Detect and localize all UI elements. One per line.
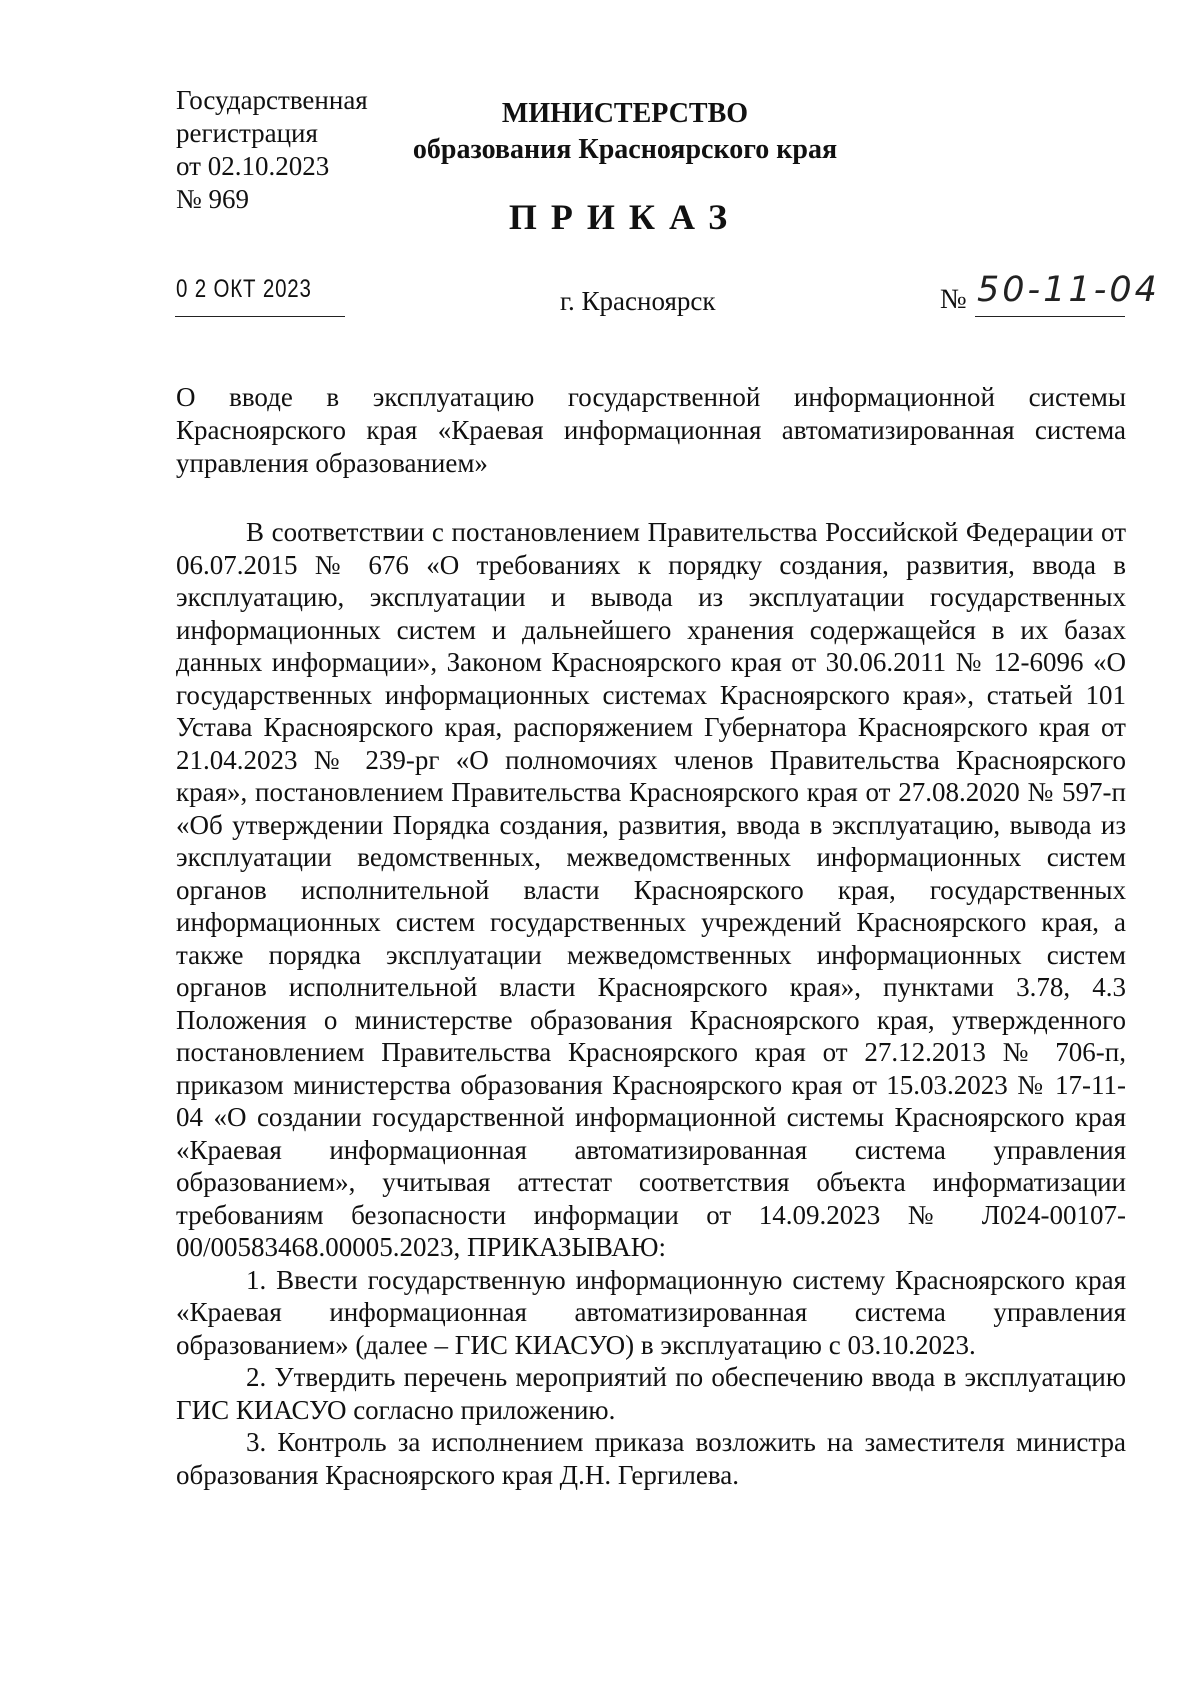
order-title: ПРИКАЗ (508, 197, 742, 237)
date-underline (175, 316, 345, 317)
number-sign: № (940, 284, 967, 315)
ministry-name: МИНИСТЕРСТВО (501, 98, 749, 129)
registration-line-2: регистрация (176, 118, 318, 148)
order-date-stamp: 0 2 ОКТ 2023 (176, 275, 312, 303)
order-item-2: 2. Утвердить перечень мероприятий по обеспечению ввода в эксплуатацию ГИС КИАСУО согласно приложению. (176, 1362, 1126, 1425)
number-underline (975, 316, 1125, 317)
registration-line-1: Государственная (176, 85, 368, 115)
order-number-handwritten: 50-11-04 (977, 270, 1160, 310)
ministry-header (400, 96, 850, 168)
ministry-subtitle: образования Красноярского края (412, 134, 838, 165)
preamble-paragraph: В соответствии с постановлением Правительства Российской Федерации от 06.07.2015 № 676 «О требованиях к порядку создания, развития, ввода в эксплуатацию, эксплуатации и вывода из эксплуатации государственных информационных систем и дальнейшего хранения содержащейся в их базах данных информации», Законом Красноярского края от 30.06.2011 № 12-6096 «О государственных информационных системах Красноярского края», статьей 101 Устава Красноярского края, распоряжением Губернатора Красноярского края от 21.04.2023 № 239-рг «О полномочиях членов Правительства Красноярского края», постановлением Правительства Красноярского края от 27.08.2020 № 597-п «Об утверждении Порядка создания, развития, ввода в эксплуатацию, вывода из эксплуатации ведомственных, межведомственных информационных систем органов исполнительной власти Красноярского края, государственных информационных систем государственных учреждений Красноярского края, а также порядка эксплуатации межведомственных информационных систем органов исполнительной власти Красноярского края», пунктами 3.78, 4.3 Положения о министерстве образования Красноярского края, утвержденного постановлением Правительства Красноярского края от 27.12.2013 № 706-п, приказом министерства образования Красноярского края от 15.03.2023 № 17-11-04 «О создании государственной информационной системы Красноярского края «Краевая информационная автоматизированная система управления образованием», учитывая аттестат соответствия объекта информатизации требованиям безопасности информации от 14.09.2023 № Л024-00107-00/00583468.00005.2023, ПРИКАЗЫВАЮ: (176, 517, 1126, 1262)
order-body (176, 516, 1126, 1491)
registration-line-4: № 969 (176, 184, 250, 214)
registration-stamp (176, 84, 368, 216)
order-item-1: 1. Ввести государственную информационную систему Красноярского края «Краевая информационная автоматизированная система управления образованием» (далее – ГИС КИАСУО) в эксплуатацию с 03.10.2023. (176, 1264, 1126, 1360)
order-city: г. Красноярск (560, 286, 716, 316)
order-subject: О вводе в эксплуатацию государственной информационной системы Красноярского края «Краевая информационная автоматизированная система управления образованием» (176, 382, 1126, 478)
registration-line-3: от 02.10.2023 (176, 151, 330, 181)
order-item-3: 3. Контроль за исполнением приказа возложить на заместителя министра образования Красноярского края Д.Н. Гергилева. (176, 1427, 1126, 1490)
